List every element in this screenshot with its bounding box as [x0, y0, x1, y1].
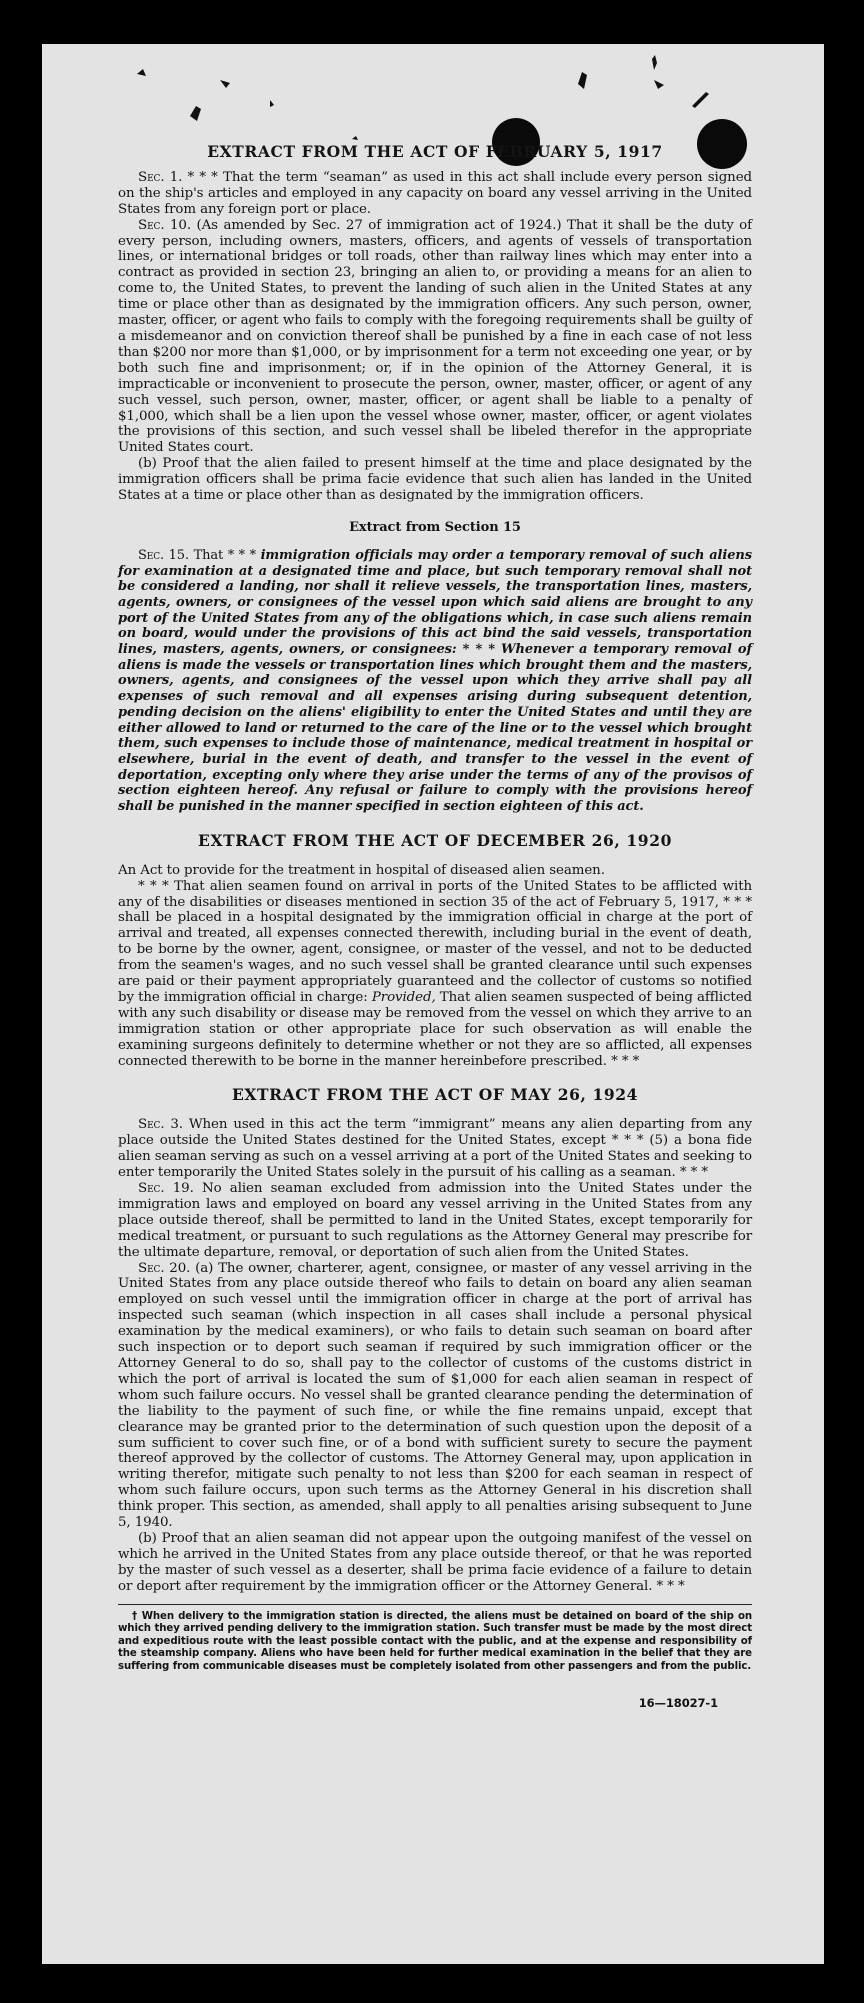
- section-label: Sec. 15.: [138, 547, 190, 563]
- ink-speck: [652, 55, 657, 70]
- act-1920-intro: An Act to provide for the treatment in hospital of diseased alien seamen.: [118, 862, 605, 878]
- section-text: When used in this act the term “immigrant” means any alien departing from any place outside the United States destined for the United States, except * * * (5) a bona fide alien seaman serving as such on a vessel arriving at a port of the United States and seeking to enter temporarily the United States solely in the pursuit of his calling as a seaman. * * *: [118, 1117, 752, 1181]
- section-text: (a) The owner, charterer, agent, consignee, or master of any vessel arriving in the United States from any place outside thereof who fails to detain on board any alien seaman employed on such vessel until the immigration officer in charge at the port of arrival has inspected such seaman (which inspection in all cases shall include a personal physical examination by the medical examiners), or who fails to detain such seaman on board after such inspection or to deport such seaman if required by such immigration officer or the Attorney General to do so, shall pay to the collector of customs of the customs district in which the port of arrival is located the sum of $1,000 for each alien seaman in respect of whom such failure occurs. No vessel shall be granted clearance pending the determination of the liability to the payment of such fine, or while the fine remains unpaid, except that clearance may be granted prior to the determination of such question upon the deposit of a sum sufficient to cover such fine, or of a bond with sufficient surety to secure the payment thereof approved by the collector of customs. The Attorney General may, upon application in writing therefor, mitigate such penalty to not less than $200 for each seaman in respect of whom such failure occurs, upon such terms as the Attorney General in his discretion shall think proper. This section, as amended, shall apply to all penalties arising subsequent to June 5, 1940.: [118, 1260, 752, 1531]
- document-page: [42, 44, 824, 1964]
- act-1920-proviso: Provided,: [371, 989, 436, 1005]
- footnote-divider: [118, 1604, 752, 1605]
- heading-section-15: Extract from Section 15: [349, 519, 521, 535]
- ink-speck: [654, 80, 664, 89]
- section-text: immigration officials may order a temporary removal of such aliens for examination at a designated time and place, but such temporary removal shall not be considered a landing, nor shall it relieve vessels, the transportation lines, masters, agents, owners, or consignees of the vessel upon which said aliens are brought to any port of the United States from any of the obligations which, in case such aliens remain on board, would under the provisions of this act bind the said vessels, transportation lines, masters, agents, owners, or consignees: * * * Whenever a temporary removal of aliens is made the vessels or transportation lines which brought them and the masters, owners, agents, and consignees of the vessel upon which they arrive shall pay all expenses of such removal and all expenses arising during subsequent detention, pending decision on the aliens' eligibility to enter the United States and until they are either allowed to land or returned to the care of the line or to the vessel which brought them, such expenses to include those of maintenance, medical treatment in hospital or elsewhere, burial in the event of death, and transfer to the vessel in the event of deportation, excepting only where they arise under the terms of any of the provisos of section eighteen hereof. Any refusal or failure to comply with the provisions hereof shall be punished in the manner specified in section eighteen of this act.: [118, 547, 752, 815]
- section-20-b: (b) Proof that an alien seaman did not appear upon the outgoing manifest of the vessel on which he arrived in the United States from any place outside thereof, or that he was reported by the master of such vessel as a deserter, shall be prima facie evidence of a failure to detain or deport after requirement by the immigration officer or the Attorney General. * * *: [118, 1530, 752, 1594]
- section-label: Sec. 3.: [138, 1117, 183, 1133]
- ink-speck: [220, 80, 230, 88]
- act-1920-text-2: That alien seamen suspected of being afflicted with any such disability or disease may be removed from the vessel on which they arrive to an immigration station or other appropriate place for such observation as will enable the examining surgeons definitely to determine whether or not they are so afflicted, all expenses connected therewith to be borne in the manner hereinbefore prescribed. * * *: [118, 989, 752, 1069]
- section-1: [118, 170, 752, 218]
- section-20: [118, 1261, 752, 1531]
- document-body: [118, 144, 752, 1711]
- section-15: [118, 548, 752, 815]
- section-10: [118, 218, 752, 457]
- ink-speck: [692, 92, 709, 108]
- section-label: Sec. 20.: [138, 1260, 191, 1276]
- section-label: Sec. 1.: [138, 169, 183, 185]
- ink-speck: [578, 72, 587, 89]
- ink-speck: [352, 136, 358, 140]
- section-label: Sec. 10.: [138, 217, 191, 233]
- form-number: 16—18027-1: [638, 1695, 718, 1710]
- section-3: [118, 1117, 752, 1181]
- act-1920-text: * * * That alien seamen found on arrival in ports of the United States to be afflicted with any of the disabilities or diseases mentioned in section 35 of the act of February 5, 1917, * * * shall be placed in a hospital designated by the immigration official in charge at the port of arrival and treated, all expenses connected therewith, including burial in the event of death, to be borne by the owner, agent, consignee, or master of the vessel, and not to be deducted from the seamen's wages, and no such vessel shall be granted clearance until such expenses are paid or their payment appropriately guaranteed and the collector of customs so notified by the immigration official in charge:: [118, 878, 752, 1005]
- act-1920-body: [118, 879, 752, 1070]
- section-label: Sec. 19.: [138, 1181, 194, 1197]
- heading-act-1920: EXTRACT FROM THE ACT OF DECEMBER 26, 1920: [198, 830, 672, 850]
- heading-act-1924: EXTRACT FROM THE ACT OF MAY 26, 1924: [231, 1085, 639, 1105]
- section-lead: That * * *: [193, 547, 257, 563]
- footnote: † When delivery to the immigration station is directed, the aliens must be detained on board of the ship on which they arrived pending delivery to the immigration station. Such transfer must be made by the most direct and expeditious route with the least possible contact with the public, and at the expense and responsibility of the steamship company. Aliens who have been held for further medical examination in the belief that they are suffering from communicable diseases must be completely isolated from other passengers and from the public.: [118, 1610, 752, 1672]
- ink-speck: [190, 106, 201, 121]
- section-text: * * * That the term “seaman” as used in this act shall include every person signed on the ship's articles and employed in any capacity on board any vessel arriving in the United States from any foreign port or place.: [118, 169, 752, 217]
- heading-act-1917: EXTRACT FROM THE ACT OF FEBRUARY 5, 1917: [207, 142, 663, 161]
- section-19: [118, 1181, 752, 1261]
- ink-speck: [137, 69, 146, 76]
- section-text: (As amended by Sec. 27 of immigration act of 1924.) That it shall be the duty of every person, including owners, masters, officers, and agents of vessels of transportation lines, or international bridges or toll roads, other than railway lines which may enter into a contract as provided in section 23, bringing an alien to, or providing a means for an alien to come to, the United States, to prevent the landing of such alien in the United States at any time or place other than as designated by the immigration officers. Any such person, owner, master, officer, or agent who fails to comply with the foregoing requirements shall be guilty of a misdemeanor and on conviction thereof shall be punished by a fine in each case of not less than $200 nor more than $1,000, or by imprisonment for a term not exceeding one year, or by both such fine and imprisonment; or, if in the opinion of the Attorney General, it is impracticable or inconvenient to prosecute the person, owner, master, officer, or agent of any such vessel, such person, owner, master, officer, or agent shall be liable to a penalty of $1,000, which shall be a lien upon the vessel whose owner, master, officer, or agent violates the provisions of this section, and such vessel shall be libeled therefor in the appropriate United States court.: [118, 217, 752, 456]
- section-text: No alien seaman excluded from admission into the United States under the immigration laws and employed on board any vessel arriving in the United States from any place outside thereof, shall be permitted to land in the United States, except temporarily for medical treatment, or pursuant to such regulations as the Attorney General may prescribe for the ultimate departure, removal, or deportation of such alien from the United States.: [118, 1181, 752, 1260]
- section-10-b: (b) Proof that the alien failed to present himself at the time and place designated by the immigration officers shall be prima facie evidence that such alien has landed in the United States at a time or place other than as designated by the immigration officers.: [118, 456, 752, 504]
- ink-speck: [270, 100, 274, 107]
